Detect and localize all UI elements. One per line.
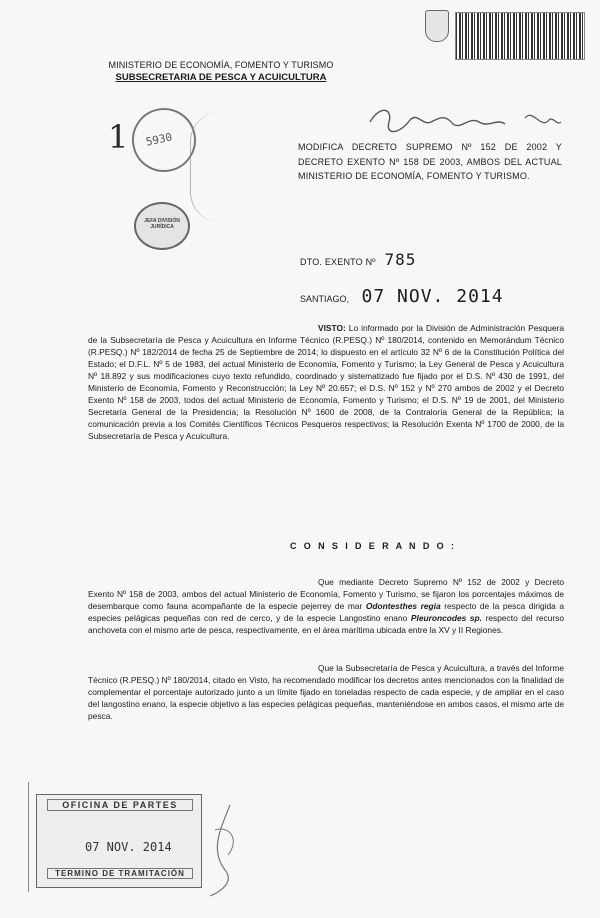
- legal-division-seal: [134, 202, 190, 250]
- office-stamp: [36, 794, 202, 888]
- stamp-arc: [190, 112, 221, 222]
- species-name: Pleuroncodes sp.: [410, 613, 482, 623]
- office-stamp-date: 07 NOV. 2014: [85, 840, 172, 854]
- handwritten-signature: [365, 100, 565, 140]
- visto-paragraph: [88, 322, 564, 442]
- paragraph-text: Que mediante Decreto Supremo Nº 152 de 2002 y Decreto Exento Nº 158 de 2003, ambos del actual Ministerio de Economía, Fomento y Turismo, se fijaron los porcentajes máximos de desembarque como fauna acompañante de la especie pejerrey de mar: [88, 577, 564, 611]
- paragraph-text: respecto del recurso anchoveta con el mismo arte de pesca, respectivamente, en el área marítima ubicada entre la XV y II Regiones.: [88, 613, 565, 635]
- decree-title: MODIFICA DECRETO SUPREMO Nº 152 DE 2002 Y DECRETO EXENTO Nº 158 DE 2003, AMBOS DEL ACTUAL MINISTERIO DE ECONOMÍA, FOMENTO Y TURISMO.: [298, 142, 562, 181]
- considerando-paragraph-2: Que la Subsecretaría de Pesca y Acuicultura, a través del Informe Técnico (R.PESQ.) Nº 180/2014, citado en Visto, ha recomendado modificar los decretos antes mencionados con la finalidad de complementar el porcentaje autorizado junto a un límite fijado en toneladas respecto de cada especie, y de ampliar en el caso del langostino enano, la especie objetivo a las especies pelágicas pequeñas, manteniéndose en ambos casos, el mismo arte de pesca.: [88, 663, 564, 721]
- folio-number: 1: [108, 118, 129, 156]
- considerando-paragraph-1: [88, 576, 564, 636]
- paragraph-text: respecto de la pesca dirigida a especies pelágicas pequeñas con red de cerco, y de la especie Langostino enano: [88, 601, 565, 623]
- initials-scribble: [190, 800, 260, 900]
- office-stamp-footer: TERMINO DE TRAMITACIÓN: [47, 868, 193, 879]
- visto-lead: VISTO:: [318, 323, 346, 333]
- decree-number: 785: [384, 250, 417, 269]
- issue-date: 07 NOV. 2014: [361, 286, 504, 307]
- ministry-name: MINISTERIO DE ECONOMÍA, FOMENTO Y TURISMO: [108, 60, 334, 70]
- barcode-icon: [455, 12, 585, 60]
- subsecretaria-name: SUBSECRETARIA DE PESCA Y ACUICULTURA: [115, 72, 327, 83]
- visto-text: Lo informado por la División de Administración Pesquera de la Subsecretaría de Pesca y Acuicultura en Informe Técnico (R.PESQ.) Nº 180/2014, contenido en Memorándum Técnico (R.PESQ.) Nº 182/2014 de fecha 25 de Septiembre de 2014; lo dispuesto en el artículo 32 Nº 6 de la Constitución Política del Estado; el D.F.L. Nº 5 de 1983, del actual Ministerio de Economía, Fomento y Turismo; la Ley General de Pesca y Acuicultura Nº 18.892 y sus modificaciones cuyo texto refundido, coordinado y sistematizado fue fijado por el D.S. Nº 430 de 1991, del Ministerio de Economía, Fomento y Reconstrucción; la Ley Nº 20.657; el D.S. Nº 152 y Nº 270 ambos de 2002 y el Decreto Exento Nº 158 de 2003, todos del actual Ministerio de Economía, Fomento y Turismo; el D.S. Nº 19 de 2001, del Ministerio Secretaría General de la Presidencia; la Resolución Nº 1600 de 2008, de la Contraloría General de la República; la comunicación previa a los Comités Científicos Técnicos Pesqueros respectivos; la Resolución Exenta Nº 1700 de 2000, de la Subsecretaría de Pesca y Acuicultura.: [88, 323, 564, 441]
- place-date-line: [300, 286, 504, 307]
- reception-number: 5930: [144, 130, 174, 149]
- letterhead: [96, 60, 346, 86]
- office-stamp-title: OFICINA DE PARTES: [47, 799, 193, 811]
- decree-number-line: [300, 250, 416, 269]
- city: SANTIAGO,: [300, 294, 350, 304]
- gov-logo-icon: [425, 10, 449, 42]
- decree-label: DTO. EXENTO Nº: [300, 257, 376, 267]
- species-name: Odontesthes regia: [365, 601, 441, 611]
- considerando-heading: C O N S I D E R A N D O :: [290, 541, 457, 551]
- seal-text: JEFA DIVISIÓN JURÍDICA: [144, 218, 180, 230]
